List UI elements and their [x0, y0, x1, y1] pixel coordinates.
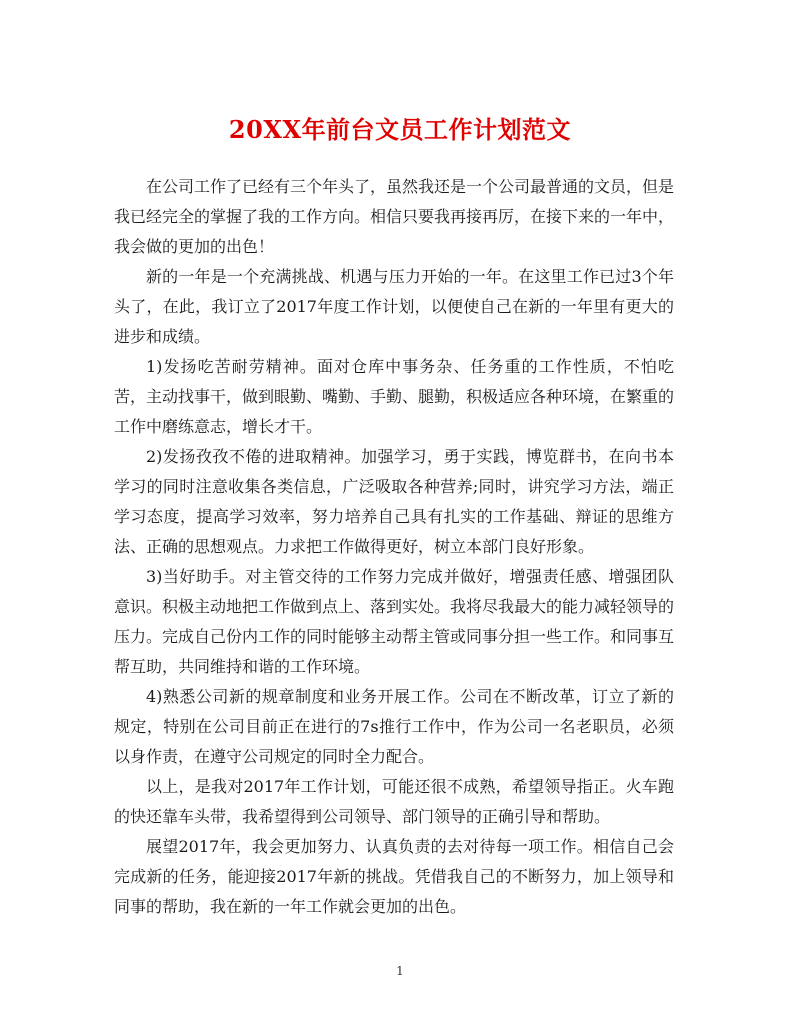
- paragraph-3: 1)发扬吃苦耐劳精神。面对仓库中事务杂、任务重的工作性质，不怕吃苦，主动找事干，做到眼勤、嘴勤、手勤、腿勤，积极适应各种环境，在繁重的工作中磨练意志，增长才干。: [114, 357, 675, 436]
- paragraph-1: 在公司工作了已经有三个年头了，虽然我还是一个公司最普通的文员，但是我已经完全的掌握了我的工作方向。相信只要我再接再厉，在接下来的一年中，我会做的更加的出色！: [114, 177, 675, 256]
- page-number: 1: [396, 964, 404, 978]
- document-body: [114, 172, 674, 922]
- paragraph-2: 新的一年是一个充满挑战、机遇与压力开始的一年。在这里工作已过3个年头了，在此，我订立了2017年度工作计划，以便使自己在新的一年里有更大的进步和成绩。: [114, 267, 674, 346]
- paragraph-4: 2)发扬孜孜不倦的进取精神。加强学习，勇于实践，博览群书，在向书本学习的同时注意收集各类信息，广泛吸取各种营养;同时，讲究学习方法，端正学习态度，提高学习效率，努力培养自己具有扎实的工作基础、辩证的思维方法、正确的思想观点。力求把工作做得更好，树立本部门良好形象。: [114, 447, 674, 556]
- paragraph-7: 以上，是我对2017年工作计划，可能还很不成熟，希望领导指正。火车跑的快还靠车头带，我希望得到公司领导、部门领导的正确引导和帮助。: [114, 777, 674, 826]
- paragraph-5: 3)当好助手。对主管交待的工作努力完成并做好，增强责任感、增强团队意识。积极主动地把工作做到点上、落到实处。我将尽我最大的能力减轻领导的压力。完成自己份内工作的同时能够主动帮主管或同事分担一些工作。和同事互帮互助，共同维持和谐的工作环境。: [114, 567, 675, 676]
- paragraph-8: 展望2017年，我会更加努力、认真负责的去对待每一项工作。相信自己会完成新的任务，能迎接2017年新的挑战。凭借我自己的不断努力，加上领导和同事的帮助，我在新的一年工作就会更加的出色。: [114, 837, 674, 916]
- document-title: 20XX年前台文员工作计划范文: [228, 115, 572, 144]
- paragraph-6: 4)熟悉公司新的规章制度和业务开展工作。公司在不断改革，订立了新的规定，特别在公司目前正在进行的7s推行工作中，作为公司一名老职员，必须以身作责，在遵守公司规定的同时全力配合。: [114, 687, 674, 766]
